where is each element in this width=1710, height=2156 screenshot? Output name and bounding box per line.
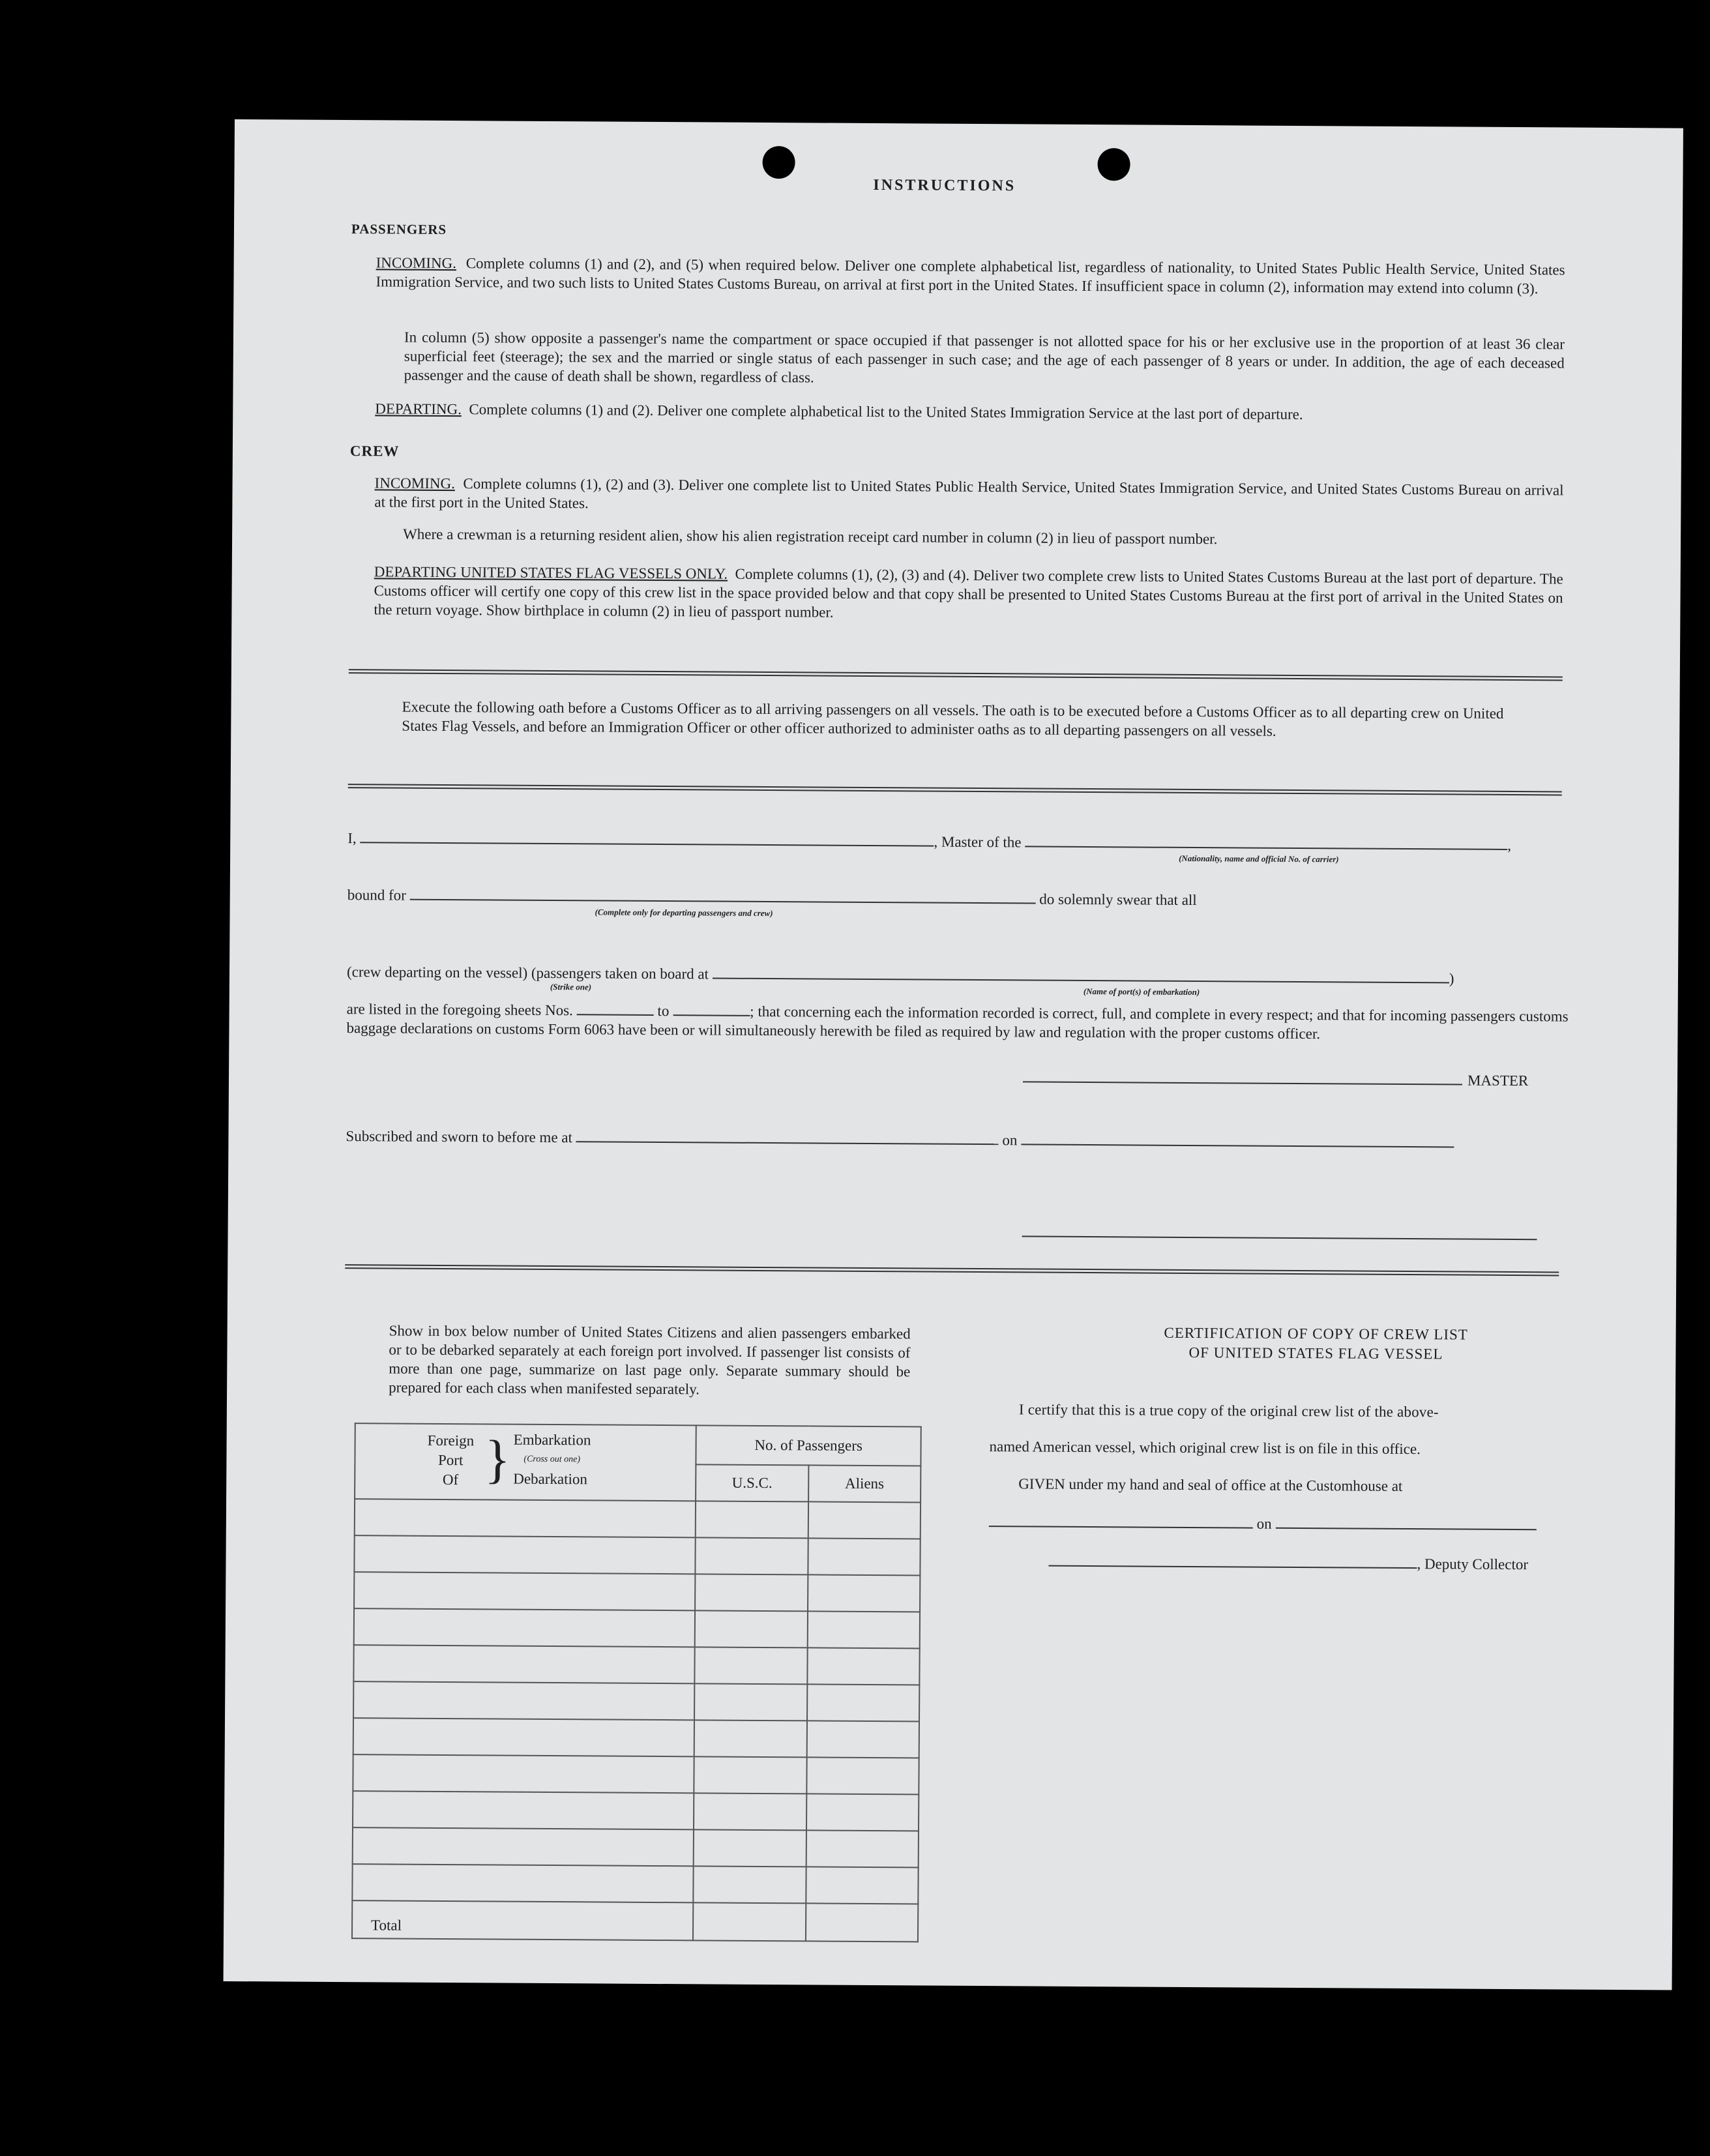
certification-on-label: on [1256,1515,1272,1532]
brace-icon: } [484,1429,511,1489]
passengers-heading: PASSENGERS [351,221,447,237]
foreign-label: Foreign [427,1432,475,1449]
sheet-to-field[interactable] [673,1000,750,1016]
usc-cell[interactable] [695,1610,808,1647]
passenger-summary-table [351,1423,922,1942]
subscribed-date-field[interactable] [1021,1129,1454,1147]
debarkation-label: Debarkation [513,1470,588,1488]
embarkation-label: Embarkation [513,1431,591,1449]
subscribed-line [346,1125,1571,1153]
ports-caption: (Name of port(s) of embarkation) [1083,986,1200,997]
solemnly-swear-label: do solemnly swear that all [1039,891,1197,909]
carrier-field[interactable] [1025,831,1507,850]
crew-heading: CREW [349,443,400,460]
total-aliens-cell[interactable] [806,1903,919,1942]
divider [345,1264,1559,1276]
crew-resident-alien [403,525,1563,551]
certification-heading-line2: OF UNITED STATES FLAG VESSEL [1188,1344,1443,1363]
subscribed-place-field[interactable] [576,1127,999,1145]
page-title: INSTRUCTIONS [873,176,1016,195]
port-cell[interactable] [353,1681,695,1720]
foreign-port-of [427,1431,474,1490]
usc-cell[interactable] [694,1793,806,1830]
aliens-cell[interactable] [806,1794,919,1831]
total-row [352,1900,918,1942]
usc-cell[interactable] [694,1829,806,1867]
deputy-collector-label: , Deputy Collector [1417,1556,1529,1573]
table-row [353,1754,919,1794]
usc-header: U.S.C. [696,1464,808,1501]
port-cell[interactable] [353,1754,694,1793]
oath-sheets-statement [346,998,1568,1044]
cross-out-label: (Cross out one) [523,1454,581,1465]
aliens-cell[interactable] [807,1647,920,1685]
crew-departing-label: DEPARTING UNITED STATES FLAG VESSELS ONLY. [374,563,728,582]
officer-signature-line[interactable] [1022,1235,1537,1240]
passengers-departing [375,399,1564,425]
passengers-incoming-text: Complete columns (1) and (2), and (5) when required below. Deliver one complete alphabetical list, regardless of nationality, to United States Public Health Service, United States Immigration Service, and two such lists to United States Customs Bureau, on arrival at first port in the United States. If insufficient space in column (2), information may extend into column (3). [376,255,1565,297]
certification-date-field[interactable] [1275,1513,1536,1530]
aliens-cell[interactable] [807,1684,920,1721]
certification-line1: I certify that this is a true copy of the original crew list of the above- [1018,1401,1439,1421]
subscribed-on-label: on [1002,1132,1018,1149]
crew-departing [374,562,1563,626]
passengers-column5-text: In column (5) show opposite a passenger's name the compartment or space occupied if that passenger is not allotted space for his or her exclusive use in the proportion of at least 36 clear superficial feet (steerage); the sex and the married or single status of each passenger in such case; and the age of each passenger of 8 years or under. In addition, the age of each deceased passenger and the cause of death shall be shown, regardless of class. [404,329,1565,386]
port-cell[interactable] [354,1608,696,1647]
certification-line2: named American vessel, which original crew list is on file in this office. [989,1438,1421,1458]
complete-caption: (Complete only for departing passengers and crew) [595,907,773,919]
passengers-incoming [376,253,1565,298]
crew-incoming-label: INCOMING. [374,475,455,492]
total-label: Total [352,1900,694,1940]
port-header-cell [355,1423,696,1501]
aliens-cell[interactable] [806,1867,919,1904]
listed-rest: ; that concerning each the information recorded is correct, full, and complete in every respect; and that for incoming passengers customs baggage declarations on customs Form 6063 have been or will simultaneously herewith be filed as required by law and regulation with the proper customs officer. [346,1003,1569,1042]
punch-hole-right [1097,148,1130,181]
table-row [353,1645,919,1685]
port-cell[interactable] [352,1864,694,1902]
bound-for-label: bound for [347,887,406,904]
table-row [353,1791,919,1831]
of-label: Of [442,1471,459,1488]
passengers-column5 [404,328,1565,392]
nationality-caption: (Nationality, name and official No. of carrier) [1179,853,1339,864]
usc-cell[interactable] [694,1756,807,1794]
divider [348,784,1562,795]
passengers-departing-text: Complete columns (1) and (2). Deliver one complete alphabetical list to the United States Immigration Service at the last port of departure. [469,401,1303,423]
usc-cell[interactable] [696,1501,808,1538]
port-label: Port [437,1451,464,1469]
usc-cell[interactable] [696,1537,808,1574]
oath-line-embark [347,961,1572,989]
port-cell[interactable] [354,1535,696,1574]
aliens-cell[interactable] [806,1757,919,1794]
oath-intro-text: Execute the following oath before a Customs Officer as to all arriving passengers on all vessels. The oath is to be executed before a Customs Officer as to all departing crew on United States Flag Vessels, and before an Immigration Officer or other officer authorized to administer oaths as to all departing passengers on all vessels. [402,698,1504,739]
passengers-departing-label: DEPARTING. [375,400,462,418]
close-paren: ) [1449,970,1454,987]
no-of-passengers-header: No. of Passengers [696,1425,921,1466]
usc-cell[interactable] [695,1574,808,1611]
total-usc-cell[interactable] [693,1902,806,1941]
certification-line3: GIVEN under my hand and seal of office at the Customhouse at [1018,1475,1403,1494]
oath-line-master: I, , Master of the , [347,827,1573,855]
aliens-cell[interactable] [806,1830,919,1867]
aliens-cell[interactable] [807,1611,920,1648]
usc-cell[interactable] [694,1683,807,1720]
certification-heading-line1: CERTIFICATION OF COPY OF CREW LIST [1164,1324,1468,1343]
table-row [354,1535,920,1575]
port-cell[interactable] [354,1572,696,1610]
strike-one-caption: (Strike one) [550,981,592,992]
table-row [353,1718,919,1758]
crew-resident-text: Where a crewman is a returning resident alien, show his alien registration receipt card number in column (2) in lieu of passport number. [403,525,1218,548]
summary-instructions [389,1321,911,1400]
aliens-cell[interactable] [808,1538,921,1575]
summary-instructions-text: Show in box below number of United States Citizens and alien passengers embarked or to be debarked separately at each foreign port involved. If passenger list consists of more than one page, summarize on last page only. Separate summary should be prepared for each class when manifested separately. [389,1322,911,1398]
master-of-label: , Master of the [934,833,1022,851]
master-label: MASTER [1467,1072,1529,1089]
punch-hole-left [762,146,795,179]
table-row [352,1864,918,1904]
deputy-collector-line [1048,1551,1635,1575]
sheet-from-field[interactable] [577,999,654,1016]
passengers-incoming-label: INCOMING. [376,254,457,272]
form-page [224,119,1683,1990]
divider [349,669,1563,681]
embarkation-ports-field[interactable] [713,964,1449,984]
usc-cell[interactable] [694,1720,807,1757]
port-cell[interactable] [355,1499,696,1537]
aliens-cell[interactable] [806,1720,919,1758]
port-cell[interactable] [353,1718,695,1756]
listed-to: to [657,1002,670,1020]
oath-intro [402,698,1503,742]
crew-incoming [374,473,1563,518]
summary-rows [352,1499,921,1904]
aliens-header: Aliens [808,1465,921,1502]
aliens-cell[interactable] [808,1574,921,1612]
crew-departing-text: Complete columns (1), (2), (3) and (4). Deliver two complete crew lists to United States Customs Bureau at the last port of departure. The Customs officer will certify one copy of this crew list in the space provided below and that copy shall be presented to United States Customs Bureau at the first port of arrival in the United States on the return voyage. Show birthplace in column (2) in lieu of passport number. [374,565,1563,621]
table-row [355,1499,921,1539]
master-signature-line[interactable] [1023,1081,1462,1085]
port-cell[interactable] [353,1827,694,1866]
certification-place-date [989,1511,1576,1535]
port-cell[interactable] [353,1645,695,1683]
usc-cell[interactable] [695,1647,808,1684]
oath-line-bound [347,884,1573,912]
table-row [353,1827,919,1867]
oath-i-label: I, [347,830,357,847]
deputy-collector-signature[interactable] [1048,1551,1417,1569]
certification-heading [1003,1322,1629,1365]
aliens-cell[interactable] [808,1501,921,1539]
subscribed-label: Subscribed and sworn to before me at [346,1128,573,1146]
master-name-field[interactable] [360,827,934,846]
usc-cell[interactable] [694,1866,806,1903]
table-row [353,1681,919,1721]
crew-incoming-text: Complete columns (1), (2) and (3). Deliver one complete list to United States Public Health Service, United States Immigration Service, and United States Customs Bureau on arrival at the first port in the United States. [374,475,1564,512]
listed-pre: are listed in the foregoing sheets Nos. [346,1001,573,1019]
table-row [354,1608,920,1648]
bound-for-field[interactable] [410,885,1036,904]
port-cell[interactable] [353,1791,694,1829]
customhouse-field[interactable] [989,1511,1253,1528]
table-row [354,1572,920,1612]
crew-passengers-label: (crew departing on the vessel) (passengers taken on board at [346,964,709,982]
